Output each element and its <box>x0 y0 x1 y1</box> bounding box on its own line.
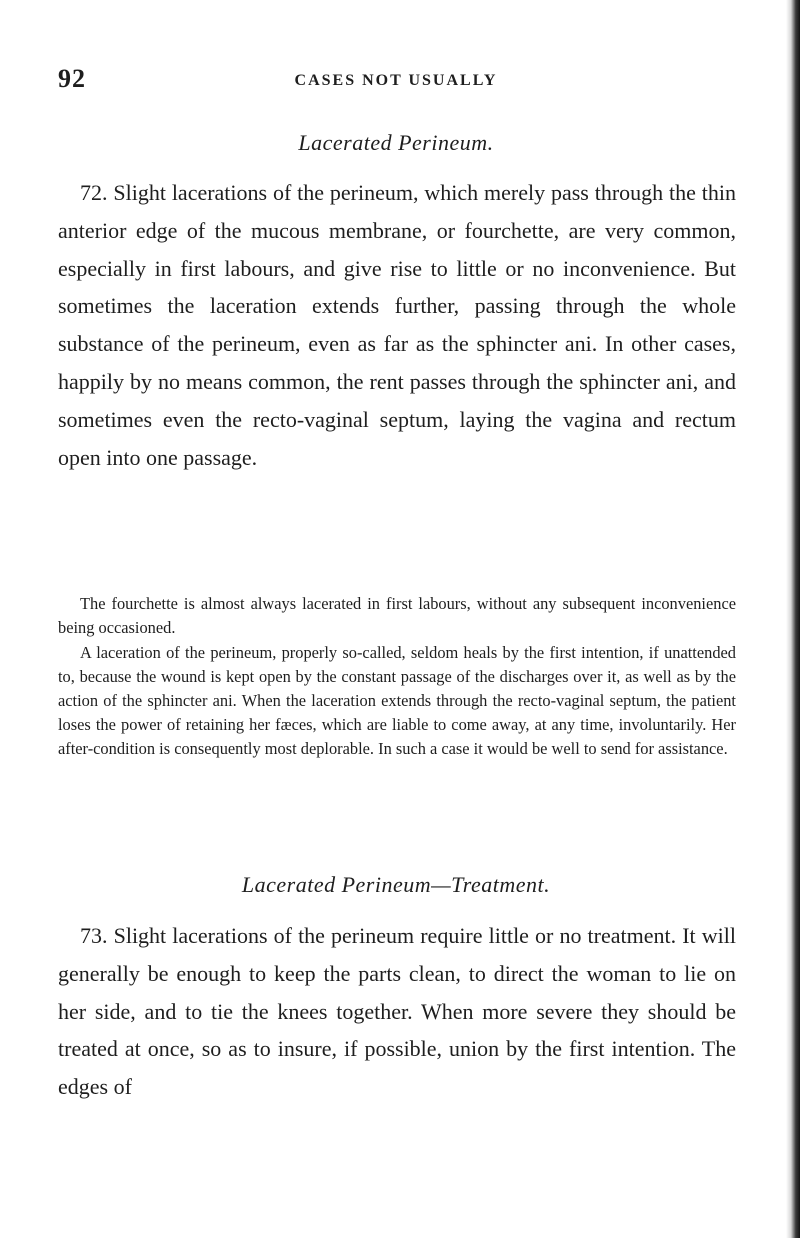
section-heading-treatment: Lacerated Perineum—Treatment. <box>241 872 551 897</box>
running-head: CASES NOT USUALLY <box>294 72 498 89</box>
page-edge-shadow <box>786 0 800 1238</box>
paragraph-72: 72. Slight lacerations of the perineum, which merely pass through the thin anterior edge of the mucous membrane, or fourchette, are very common, especially in first labours, and give rise to little or no inconvenience. But sometimes the laceration extends further, passing through the whole substance of the perineum, even as far as the sphincter ani. In other cases, happily by no means common, the rent passes through the sphincter ani, and sometimes even the recto-vaginal septum, laying the vagina and rectum open into one passage. <box>58 180 736 470</box>
paragraph-73: 73. Slight lacerations of the perineum require little or no treatment. It will generally be enough to keep the parts clean, to direct the woman to lie on her side, and to tie the knees together. When more severe they should be treated at once, so as to insure, if possible, union by the first intention. The edges of <box>58 923 736 1100</box>
note-fourchette: The fourchette is almost always lacerated in first labours, without any subsequent inconvenience being occasioned. <box>58 594 736 637</box>
page-header <box>58 64 734 104</box>
section-heading-lacerated-perineum: Lacerated Perineum. <box>298 130 494 155</box>
page-number: 92 <box>58 64 86 93</box>
note-laceration-healing: A laceration of the perineum, properly so-called, seldom heals by the first intention, if unattended to, because the wound is kept open by the constant passage of the discharges over it, as well as by the action of the sphincter ani. When the laceration extends through the recto-vaginal septum, the patient loses the power of retaining her fæces, which are liable to come away, at any time, involuntarily. Her after-condition is consequently most deplorable. In such a case it would be well to send for assistance. <box>58 643 736 758</box>
